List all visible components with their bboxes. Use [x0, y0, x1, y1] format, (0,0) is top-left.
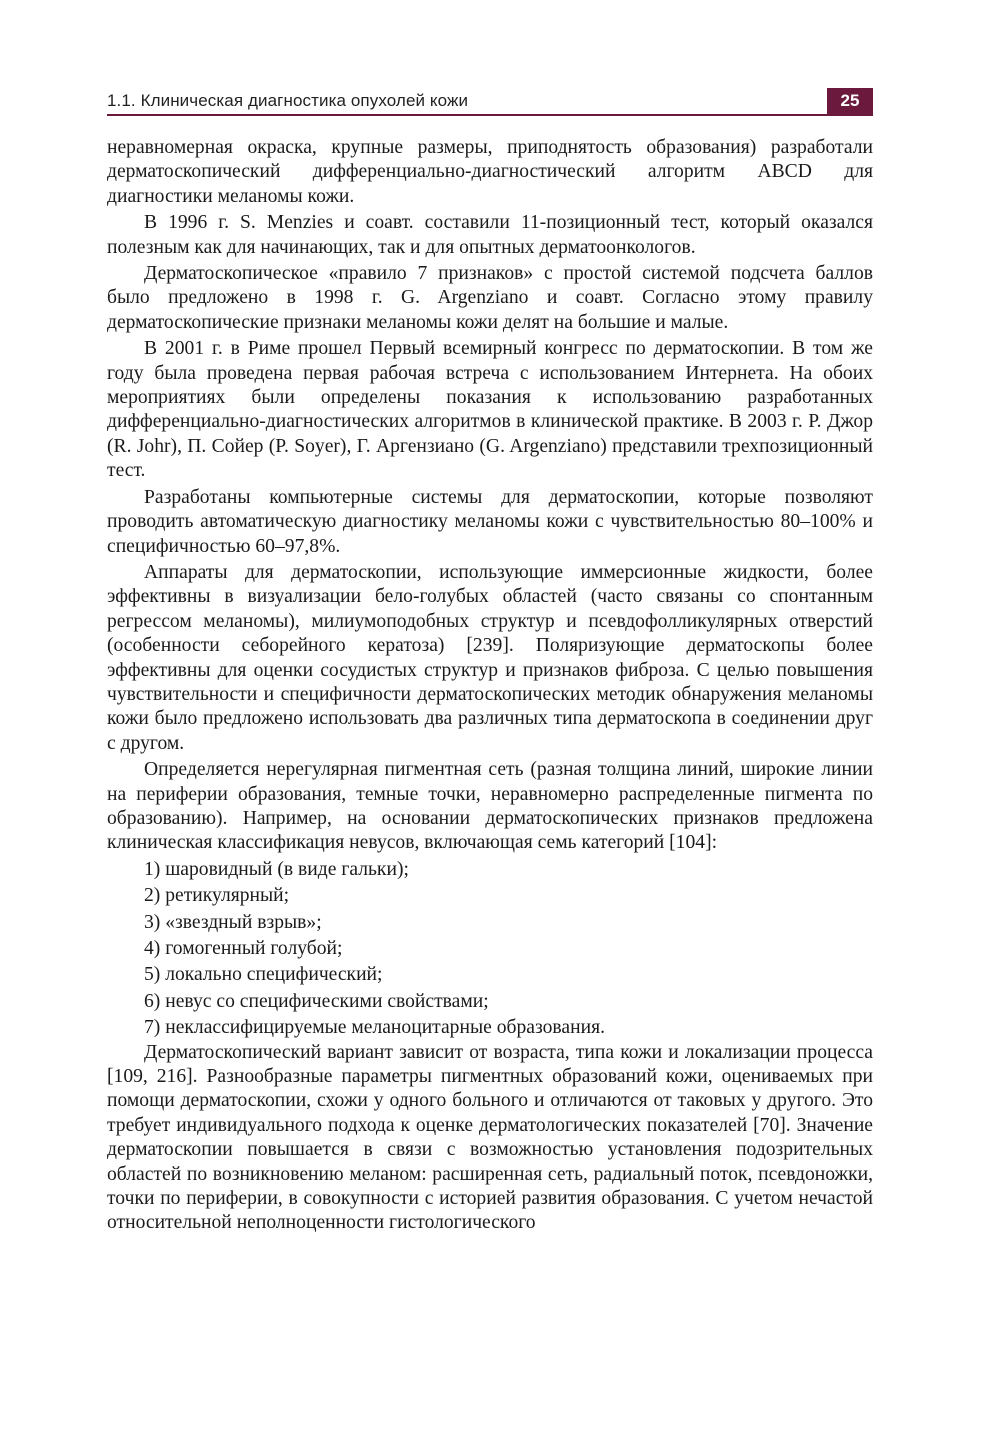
list-item: 7) неклассифицируемые меланоцитарные образования. — [144, 1017, 605, 1039]
paragraph: Дерматоскопическое «правило 7 признаков» с простой системой подсчета баллов было предложено в 1998 г. G. Argenziano и соавт. Согласно этому правилу дерматоскопические признаки меланомы кожи делят на большие и малые. — [107, 263, 873, 333]
page-number-badge: 25 — [827, 88, 873, 114]
list-item: 1) шаровидный (в виде гальки); — [144, 858, 409, 880]
chapter-title: 1.1. Клиническая диагностика опухолей кожи — [107, 91, 469, 110]
paragraph-continued: неравномерная окраска, крупные размеры, приподнятость образования) разработали дерматоскопический дифференциально-диагностический алгоритм ABCD для диагностики меланомы кожи. — [107, 137, 873, 207]
list-item: 4) гомогенный голубой; — [144, 938, 343, 959]
paragraph: В 2001 г. в Риме прошел Первый всемирный конгресс по дерматоскопии. В том же году была проведена первая рабочая встреча с использованием Интернета. На обоих мероприятиях были определены показания к использованию разработанных дифференциально-диагностических алгоритмов в клинической практике. В 2003 г. Р. Джор (R. Johr), П. Сойер (P. Soyer), Г. Аргензиано (G. Argenziano) представили трехпозиционный тест. — [107, 338, 873, 482]
paragraph: Дерматоскопический вариант зависит от возраста, типа кожи и локализации процесса [109, 216]. Разнообразные параметры пигментных образований кожи, оцениваемых при помощи дерматоскопии, схожи у одного больного и отличаются от таковых у другого. Это требует индивидуального подхода к оценке дерматологических показателей [70]. Значение дерматоскопии повышается в связи с возможностью установления подозрительных областей по возникновению меланом: расширенная сеть, радиальный поток, псевдоножки, точки по периферии, в совокупности с историей развития образования. С учетом нечастой относительной неполноценности гистологического — [107, 1041, 873, 1234]
running-header — [107, 88, 873, 116]
list-item: 3) «звездный взрыв»; — [144, 911, 322, 933]
paragraph: Разработаны компьютерные системы для дерматоскопии, которые позволяют проводить автоматическую диагностику меланомы кожи с чувствительностью 80–100% и специфичностью 60–97,8%. — [107, 486, 873, 557]
list-item: 6) невус со специфическими свойствами; — [144, 990, 489, 1012]
list-item: 2) ретикулярный; — [144, 885, 290, 907]
list-item: 5) локально специфический; — [144, 964, 383, 986]
header-rule — [107, 114, 873, 116]
body-text — [107, 136, 873, 1236]
nevus-classification-list — [107, 858, 873, 1041]
paragraph: Аппараты для дерматоскопии, использующие иммерсионные жидкости, более эффективны в визуализации бело-голубых областей (часто связаны со спонтанным регрессом меланомы), милиумоподобных структур и псевдофолликулярных отверстий (особенности себорейного кератоза) [239]. Поляризующие дерматоскопы более эффективны для оценки сосудистых структур и признаков фиброза. С целью повышения чувствительности и специфичности дерматоскопических методик обнаружения меланомы кожи было предложено использовать два различных типа дерматоскопа в соединении друг с другом. — [107, 561, 873, 754]
paragraph: Определяется нерегулярная пигментная сеть (разная толщина линий, широкие линии на периферии образования, темные точки, неравномерно распределенные пигмента по образованию). Например, на основании дерматоскопических признаков предложена клиническая классификация невусов, включающая семь категорий [104]: — [107, 759, 873, 854]
paragraph: В 1996 г. S. Menzies и соавт. составили 11-позиционный тест, который оказался полезным как для начинающих, так и для опытных дерматоонкологов. — [107, 212, 873, 258]
